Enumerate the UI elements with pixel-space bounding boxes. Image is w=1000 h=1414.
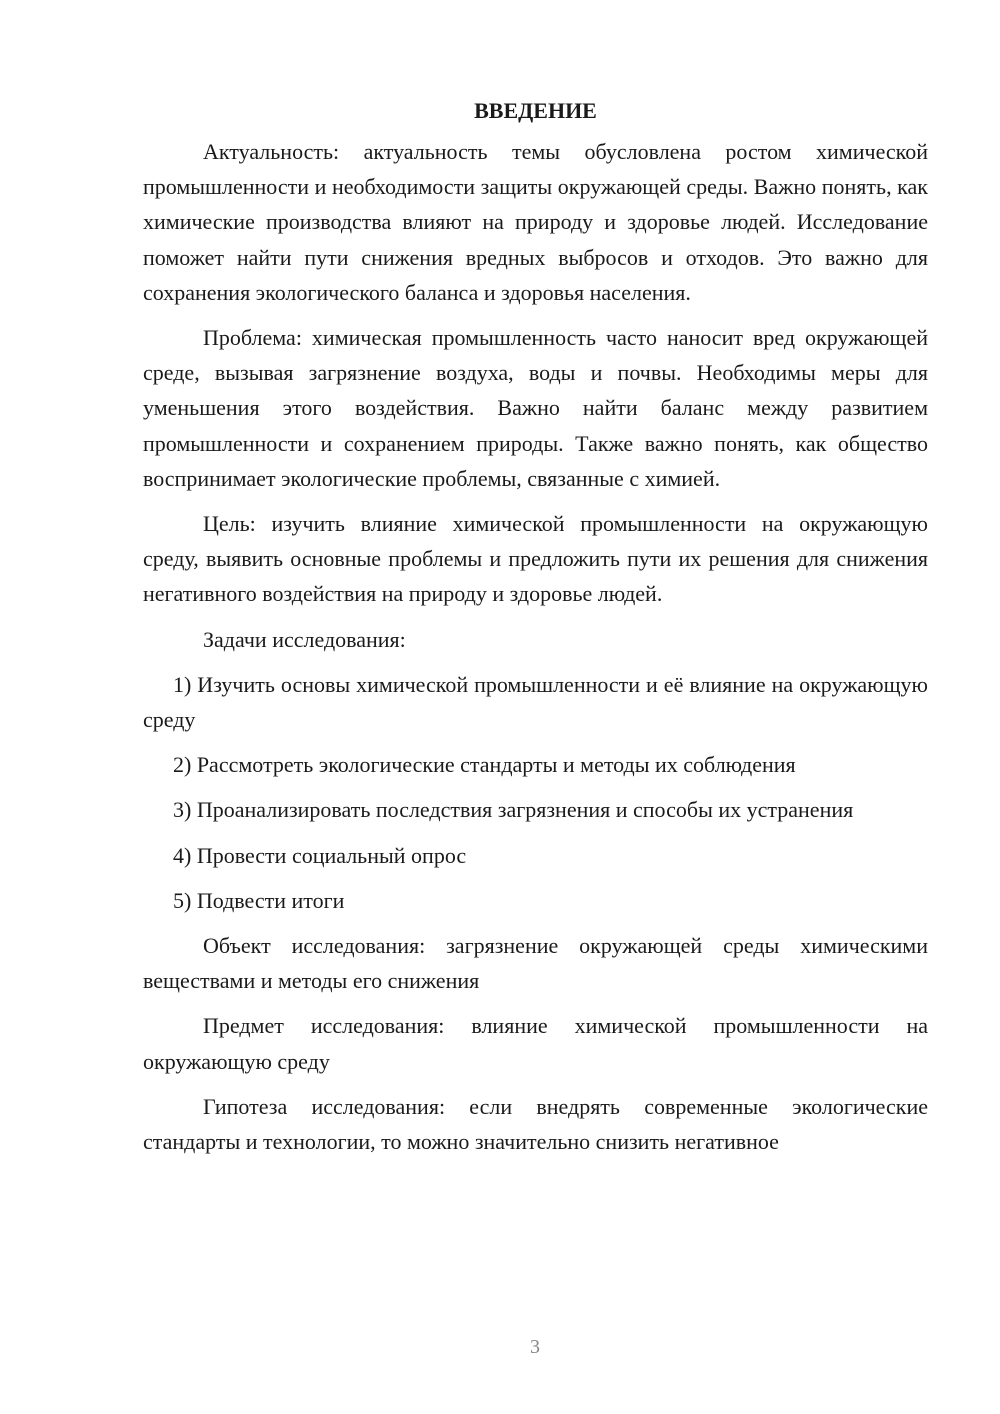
task-item: 5) Подвести итоги [173,887,345,913]
paragraph-goal: Цель: изучить влияние химической промышленности на окружающую среду, выявить основные проблемы и предложить пути их решения для снижения негативного воздействия на природу и здоровье людей. [143,511,928,607]
paragraph-object: Объект исследования: загрязнение окружающей среды химическими веществами и методы его снижения [143,933,928,994]
paragraph-problem: Проблема: химическая промышленность часто наносит вред окружающей среде, вызывая загрязнение воздуха, воды и почвы. Необходимы меры для уменьшения этого воздействия. Важно найти баланс между развитием промышленности и сохранением природы. Также важно понять, как общество воспринимает экологические проблемы, связанные с химией. [143,325,928,491]
paragraph-subject: Предмет исследования: влияние химической промышленности на окружающую среду [143,1013,928,1074]
paragraph-relevance: Актуальность: актуальность темы обусловлена ростом химической промышленности и необходимости защиты окружающей среды. Важно понять, как химические производства влияют на природу и здоровье людей. Исследование поможет найти пути снижения вредных выбросов и отходов. Это важно для сохранения экологического баланса и здоровья населения. [143,139,928,305]
section-title: ВВЕДЕНИЕ [474,98,597,123]
page-number: 3 [530,1336,540,1358]
tasks-heading: Задачи исследования: [203,626,406,652]
page-content [143,96,928,1169]
task-item: 3) Проанализировать последствия загрязнения и способы их устранения [173,797,854,823]
task-item: 2) Рассмотреть экологические стандарты и методы их соблюдения [173,752,796,778]
paragraph-hypothesis: Гипотеза исследования: если внедрять современные экологические стандарты и технологии, то можно значительно снизить негативное [143,1093,928,1155]
task-item: 4) Провести социальный опрос [173,842,467,868]
task-item: 1) Изучить основы химической промышленности и её влияние на окружающую среду [143,671,928,733]
